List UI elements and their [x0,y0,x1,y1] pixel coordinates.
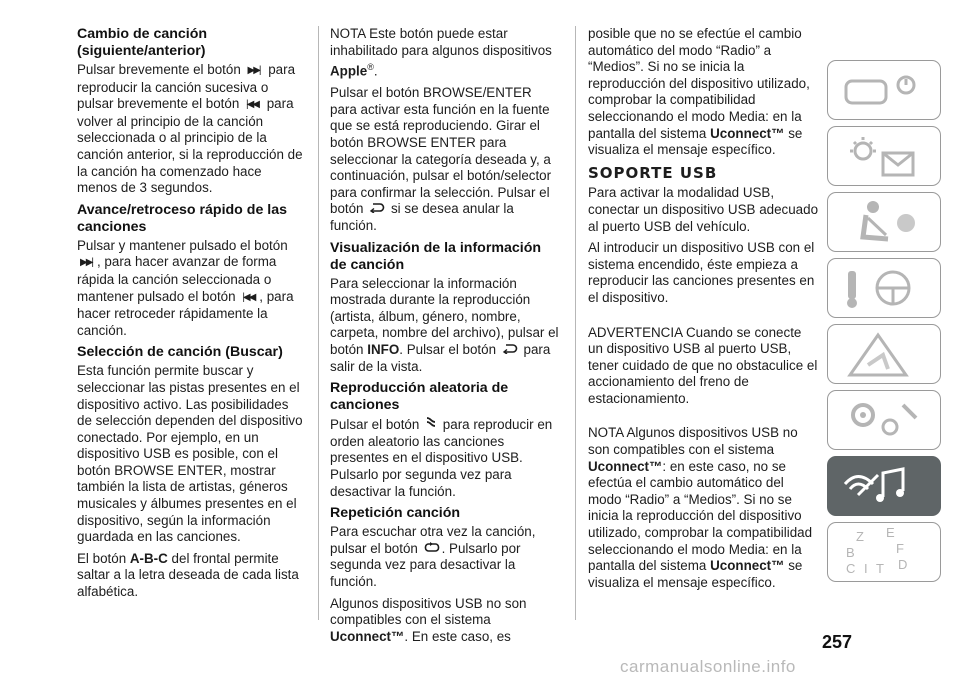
paragraph-nota: NOTA Algunos dispositivos USB no son compatibles con el sistema Uconnect™: en este caso, no se efectúa el cambio automático del modo “Radio” a “Medios”. Si no se inicia la reproducción del dispositivo utilizado, comprobar la compatibilidad seleccionando el modo Media: en la pantalla del sistema Uconnect™ se visualiza el mensaje específico. [588,425,813,590]
svg-text:D: D [898,557,908,572]
tab-maintenance[interactable] [827,390,941,450]
prev-track-icon: |◀◀ [242,291,255,303]
seat-safety-icon [828,193,940,251]
paragraph-browse: Pulsar el botón BROWSE/ENTER para activar esta función en la fuente que se está reproduciendo. Girar el botón BROWSE ENTER para seleccionar la categoría deseada y, a continuación, pulsar el botón/selector para confirmar la selección. Pulsar el botón si se desea anular la función. [330,85,552,233]
paragraph-soporte-1: Para activar la modalidad USB, conectar un dispositivo USB adecuado al puerto USB del vehículo. [588,185,819,234]
paragraph-aleatoria: Pulsar el botón para reproducir en orden aleatorio las canciones presentes en el dispositivo USB. Pulsarlo por segunda vez para desactivar la función. [330,417,553,499]
heading-visualizacion: Visualización de la información de canción [330,239,542,273]
svg-text:I: I [864,561,868,576]
warning-lights-icon [828,127,940,185]
note-apple: NOTA Este botón puede estar inhabilitado para algunos dispositivos Apple®. [330,26,552,79]
paragraph-abc: El botón A-B-C del frontal permite saltar a la letra deseada de cada lista alfabética. [77,550,299,600]
column-right [588,26,818,596]
car-dashboard-icon [828,61,940,119]
steering-key-icon [828,259,940,317]
prev-track-icon: |◀◀ [246,99,258,111]
svg-text:E: E [886,525,895,540]
svg-text:Z: Z [856,529,864,544]
heading-seleccion: Selección de canción (Buscar) [77,344,283,361]
paragraph-avance: Pulsar y mantener pulsado el botón ▶▶| , para hacer avanzar de forma rápida la canción seleccionada o mantener pulsado el botón |◀◀ , para hacer retroceder rápidamente la canción. [77,237,294,338]
paragraph-advertencia: ADVERTENCIA Cuando se conecte un dispositivo USB al puerto USB, tener cuidado de que no obstaculice el accionamiento del freno de estacionamiento. [588,324,818,406]
paragraph-cambio: Pulsar brevemente el botón ▶▶| para reproducir la canción sucesiva o pulsar brevemente el botón |◀◀ para volver al principio de la canción seleccionada o al principio de la canción anterior, si la reproducción de la canción ha comenzado hace menos de 3 segundos. [77,62,303,196]
next-track-icon: ▶▶| [247,65,260,76]
multimedia-icon [828,457,940,515]
column-middle [330,26,560,650]
heading-repeticion: Repetición canción [330,505,461,522]
column-left [77,26,305,606]
heading-soporte-usb: SOPORTE USB [588,163,718,182]
tab-steering-key[interactable] [827,258,941,318]
emergency-icon [828,325,940,383]
section-tabs [827,60,942,588]
heading-avance: Avance/retroceso rápido de las canciones [77,201,288,235]
paragraph-algunos: Algunos dispositivos USB no son compatibles con el sistema Uconnect™. En este caso, es [330,595,527,644]
tab-multimedia[interactable] [827,456,941,516]
paragraph-seleccion: Esta función permite buscar y seleccionar las pistas presentes en el dispositivo activo. Las posibilidades de selección dependen del dispositivo conectado. Por ejemplo, en un dispositivo USB es posible, con el botón BROWSE ENTER, mostrar también la lista de artistas, géneros musicales y álbumes presentes en el dispositivo, según la información guardada en las canciones. [77,363,303,545]
paragraph-continuation: posible que no se efectúe el cambio automático del modo “Radio” a “Medios”. Si no se inicia la reproducción del dispositivo utilizado, comprobar la compatibilidad seleccionando el modo Media: en la pantalla del sistema Uconnect™ se visualiza el mensaje específico. [588,26,810,158]
column-divider [318,26,319,620]
next-track-icon: ▶▶| [80,257,92,269]
back-arrow-icon [502,343,518,354]
paragraph-visualizacion: Para seleccionar la información mostrada durante la reproducción (artista, álbum, género, nombre, carpeta, nombre del archivo), pulsar el botón INFO. Pulsar el botón para salir de la vista. [330,275,559,374]
tab-index[interactable] [827,522,941,582]
column-divider [575,26,576,620]
svg-text:F: F [896,541,904,556]
svg-text:B: B [846,545,855,560]
svg-text:C: C [846,561,856,576]
tab-dashboard[interactable] [827,60,941,120]
paragraph-soporte-2: Al introducir un dispositivo USB con el sistema encendido, éste empieza a reproducir las canciones presentes en el dispositivo. [588,240,815,305]
paragraph-repeticion: Para escuchar otra vez la canción, pulsar el botón . Pulsarlo por segunda vez para desactivar la función. [330,524,536,589]
svg-text:T: T [876,561,884,576]
index-letters-icon [828,523,940,581]
shuffle-icon [425,416,437,429]
tab-warning-lights[interactable] [827,126,941,186]
tab-seat-safety[interactable] [827,192,941,252]
repeat-icon [424,542,440,553]
tab-emergency[interactable] [827,324,941,384]
watermark: carmanualsonline.info [620,657,796,676]
heading-cambio: Cambio de canción (siguiente/anterior) [77,26,208,59]
page-number: 257 [822,632,853,652]
maintenance-icon [828,391,940,449]
heading-aleatoria: Reproducción aleatoria de canciones [330,380,509,414]
back-arrow-icon [369,202,385,213]
